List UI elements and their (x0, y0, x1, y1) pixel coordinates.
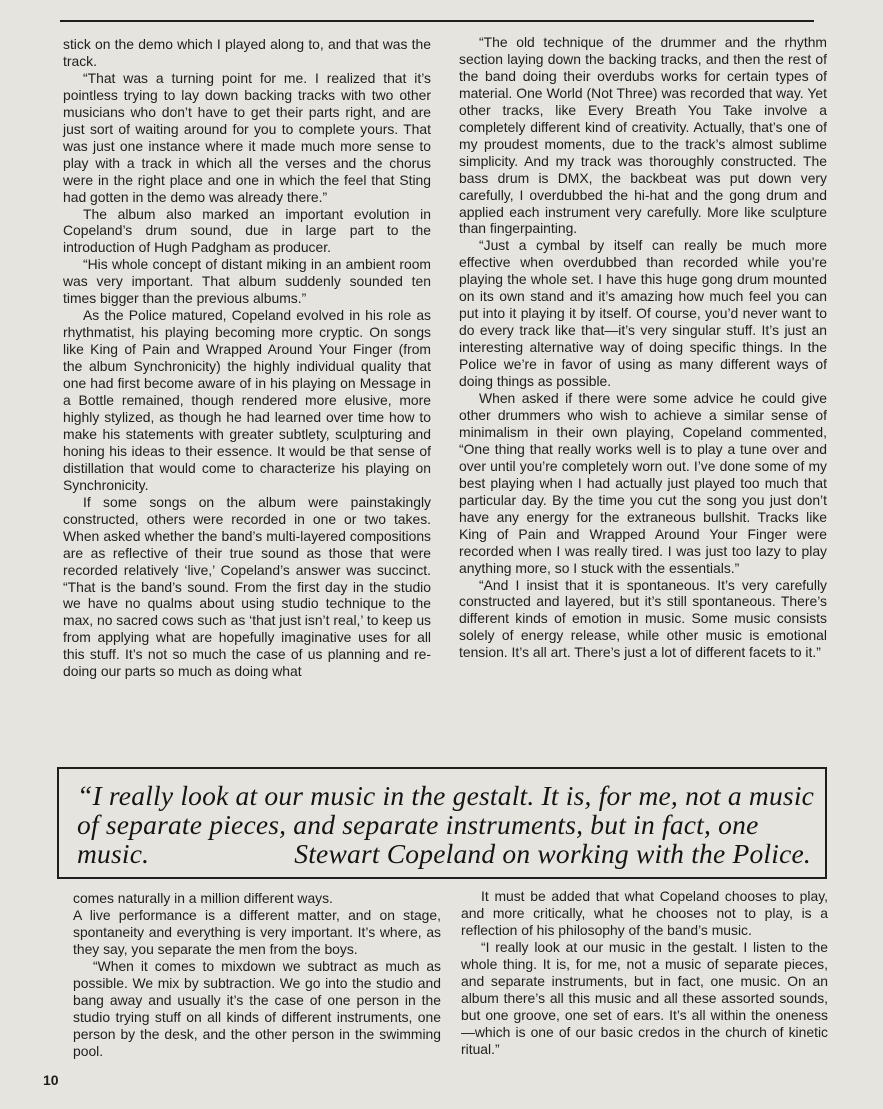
paragraph: “The old technique of the drummer and the rhythm section laying down the backing tracks, and then the rest of the band doing their overdubs works for certain types of material. One World (Not Three) was recorded that way. Yet other tracks, like Every Breath You Take involve a completely different kind of creativity. Actually, that’s one of my proudest moments, due to the track’s almost sublime simplicity. And my track was thoroughly constructed. The bass drum is DMX, the backbeat was put down very carefully, I overdubbed the hi-hat and the gong drum and applied each instrument very carefully. More like sculpture than fingerpainting. (459, 34, 827, 237)
pull-quote (77, 780, 815, 869)
paragraph: When asked if there were some advice he could give other drummers who wish to achieve a similar sense of minimalism in their own playing, Copeland commented, “One thing that really works well is to play a tune over and over until you’re completely worn out. I’ve done some of my best playing when I had actually just played too much that particular day. By the time you cut the song you just don’t have any energy for the extraneous bullshit. Tracks like King of Pain and Wrapped Around Your Finger were recorded when I was really tired. I was just too lazy to play anything more, so I stuck with the essentials.” (459, 390, 827, 576)
pull-quote-line: music. (77, 838, 150, 869)
paragraph: “Just a cymbal by itself can really be much more effective when overdubbed than recorded while you’re playing the whole set. I have this huge gong drum mounted on its own stand and it’s amazing how much feel you can put into it playing it by itself. Of course, you’d never want to do every track like that—it’s very singular stuff. It’s just an interesting alternative way of doing specific things. In the Police we’re in favor of using as many different ways of doing things as possible. (459, 237, 827, 390)
paragraph: comes naturally in a million different ways. (73, 890, 333, 906)
left-column-top (63, 36, 431, 680)
paragraph: “When it comes to mixdown we subtract as much as possible. We mix by subtraction. We go into the studio and bang away and usually it’s the case of one person in the studio trying stuff on all kinds of different instruments, one person by the desk, and the other person in the swimming pool. (73, 957, 441, 1059)
paragraph: “That was a turning point for me. I realized that it’s pointless trying to lay down backing tracks with two other musicians who don’t have to get their parts right, and are just sort of waiting around for you to complete yours. That was just one instance where it made much more sense to play with a track in which all the verses and the chorus were in the right place and one in which the feel that Sting had gotten in the demo was already there.” (63, 69, 431, 205)
paragraph: It must be added that what Copeland chooses to play, and more critically, what he chooses not to play, is a reflection of his philosophy of the band’s music. (461, 888, 828, 938)
paragraph: stick on the demo which I played along to, and that was the track. (63, 36, 431, 69)
right-column-bottom (461, 888, 828, 1058)
top-rule (60, 20, 814, 22)
right-column-top (459, 34, 827, 661)
paragraph: “And I insist that it is spontaneous. It’s very carefully constructed and layered, but it’s still spontaneous. There’s different kinds of emotion in music. Some music consists solely of energy release, while other music is emotional tension. It’s all art. There’s just a lot of different facets to it.” (459, 576, 827, 661)
paragraph: A live performance is a different matter, and on stage, spontaneity and everything is very important. It’s where, as they say, you separate the men from the boys. (73, 906, 441, 957)
paragraph: “His whole concept of distant miking in an ambient room was very important. That album suddenly sounded ten times bigger than the previous albums.” (63, 256, 431, 307)
paragraph: “I really look at our music in the gestalt. I listen to the whole thing. It is, for me, not a music of separate pieces, and separate instruments, but in fact, one music. On an album there’s all this music and all these assorted sounds, but one groove, one set of ears. It’s all within the oneness—which is one of our basic credos in the church of kinetic ritual.” (461, 938, 828, 1057)
pull-quote-line: “I really look at our music in the gestalt. It is, for me, not a music (77, 780, 815, 811)
left-column-bottom (73, 890, 441, 1060)
pull-quote-box (57, 767, 827, 879)
page-number: 10 (43, 1072, 59, 1088)
paragraph: If some songs on the album were painstakingly constructed, others were recorded in one or two takes. When asked whether the band’s multi-layered compositions are as reflective of their true sound as those that were recorded relatively ‘live,’ Copeland’s answer was succinct. “That is the band’s sound. From the first day in the studio we have no qualms about using studio technique to the max, no sacred cows such as ‘that just isn’t real,’ to keep us from applying what are hopefully imaginative uses for all this stuff. It’s not so much the case of us planning and re-doing our parts so much as doing what (63, 493, 431, 680)
pull-quote-attribution: Stewart Copeland on working with the Police. (294, 838, 811, 869)
paragraph: The album also marked an important evolution in Copeland’s drum sound, due in large part to the introduction of Hugh Padgham as producer. (63, 205, 431, 256)
paragraph: As the Police matured, Copeland evolved in his role as rhythmatist, his playing becoming more cryptic. On songs like King of Pain and Wrapped Around Your Finger (from the album Synchronicity) the highly individual quality that one had first become aware of in his playing on Message in a Bottle remained, though rendered more elusive, more highly stylized, as though he had learned over time how to make his statements with greater subtlety, sculpturing and honing his ideas to their essence. It would be that sense of distillation that would come to characterize his playing on Synchronicity. (63, 307, 431, 493)
pull-quote-last-line (77, 839, 811, 868)
pull-quote-line: of separate pieces, and separate instruments, but in fact, one (77, 809, 759, 840)
